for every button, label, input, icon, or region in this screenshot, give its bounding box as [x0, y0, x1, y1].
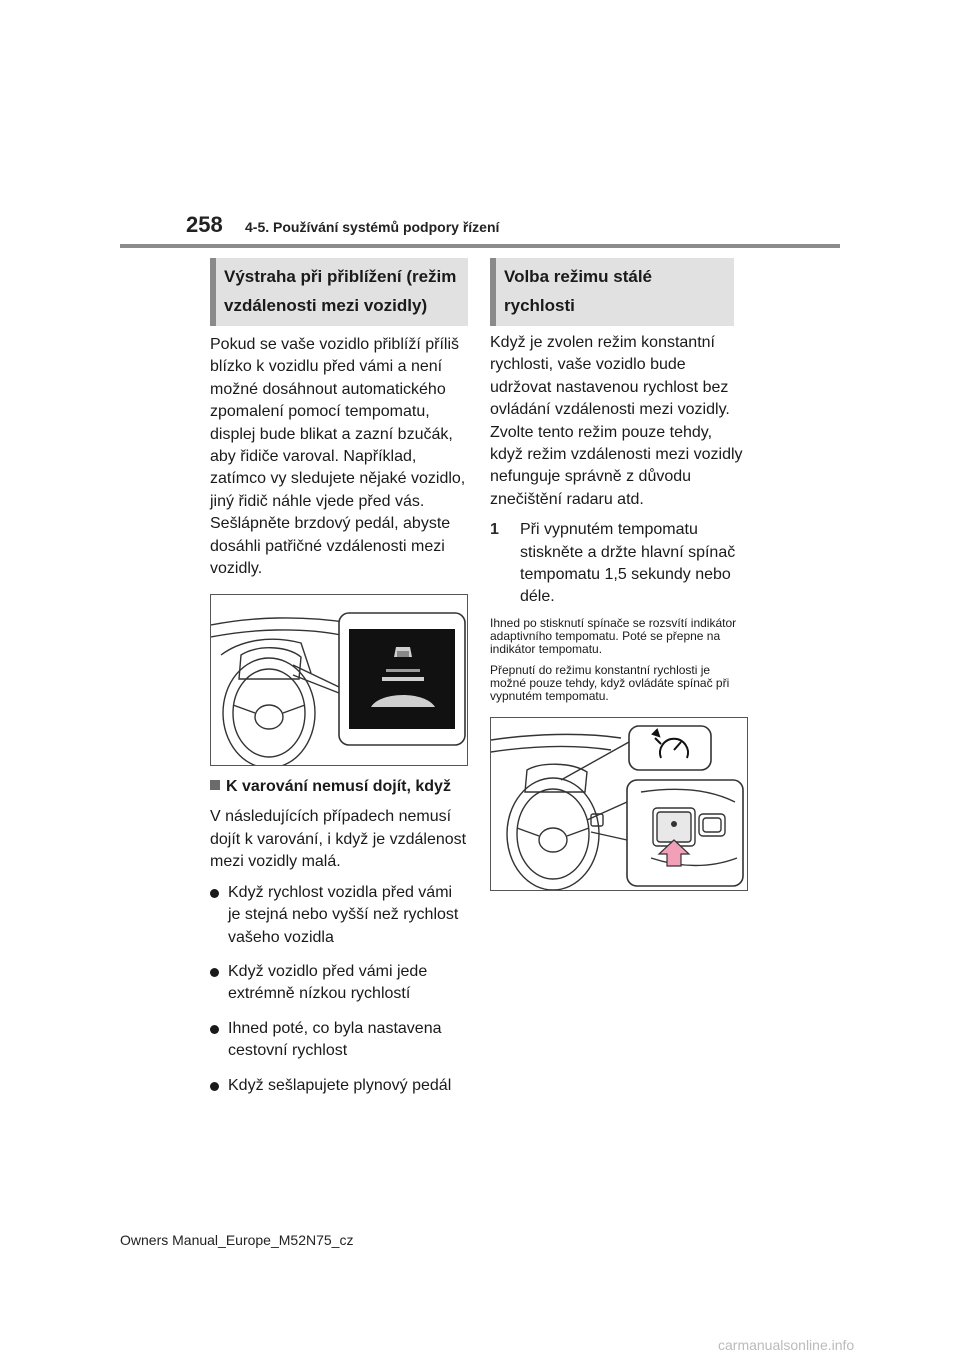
- square-bullet-icon: [210, 780, 220, 790]
- chapter-title: 4-5. Používání systémů podpory řízení: [245, 219, 500, 235]
- list-item: Když sešlapujete plynový pedál: [210, 1075, 468, 1097]
- note-indicator: Ihned po stisknutí spínače se rozsvítí indikátor adaptivního tempomatu. Poté se přepne na indikátor tempomatu.: [490, 615, 737, 656]
- header-rule: [120, 244, 840, 248]
- watermark: carmanualsonline.info: [718, 1337, 855, 1353]
- steering-wheel-icon: [211, 595, 467, 765]
- approach-warning-illustration: [210, 594, 468, 766]
- bullet-icon: [210, 968, 219, 977]
- no-warning-paragraph: V následujících případech nemusí dojít k varování, i když je vzdálenost mezi vozidly malá.: [210, 808, 467, 871]
- approach-warning-paragraph: Pokud se vaše vozidlo přiblíží příliš blízko k vozidlu před vámi a není možné dosáhnout automatického zpomalení pomocí tempomatu, displej bude blikat a zazní bzučák, aby řidiče varoval. Například, zatímco vy sledujete nějaké vozidlo, jiný řidič náhle vjede před vás. Sešlápněte brzdový pedál, abyste dosáhli patřičné vzdálenosti mezi vozidly.: [210, 336, 466, 578]
- no-warning-list: [210, 882, 468, 1097]
- step-number: 1: [490, 521, 499, 539]
- section-heading-constant-speed: Volba režimu stálé rychlosti: [490, 258, 734, 326]
- constant-speed-paragraph: Když je zvolen režim konstantní rychlosti, vaše vozidlo bude udržovat nastavenou rychlost bez ovládání vzdálenosti mezi vozidly. Zvolte tento režim pouze tehdy, když režim vzdálenosti mezi vozidly nefunguje správně z důvodu znečištění radaru atd.: [490, 334, 743, 508]
- subheading-no-warning: K varování nemusí dojít, když: [210, 776, 468, 798]
- step-text: Při vypnutém tempomatu stiskněte a držte hlavní spínač tempomatu 1,5 sekundy nebo déle.: [520, 521, 736, 606]
- footer-text: Owners Manual_Europe_M52N75_cz: [120, 1232, 354, 1248]
- step-1: [490, 519, 748, 609]
- note-switch: Přepnutí do režimu konstantní rychlosti je možné pouze tehdy, když ovládáte spínač při vypnutém tempomatu.: [490, 662, 730, 703]
- bullet-icon: [210, 889, 219, 898]
- cruise-switch-illustration: [490, 717, 748, 891]
- list-item: Ihned poté, co byla nastavena cestovní rychlost: [210, 1018, 468, 1063]
- bullet-icon: [210, 1025, 219, 1034]
- bullet-icon: [210, 1082, 219, 1091]
- list-item: Když rychlost vozidla před vámi je stejná nebo vyšší než rychlost vašeho vozidla: [210, 882, 468, 949]
- right-column: [490, 258, 748, 891]
- section-heading-approach-warning: Výstraha při přiblížení (režim vzdálenosti mezi vozidly): [210, 258, 468, 326]
- list-item: Když vozidlo před vámi jede extrémně nízkou rychlostí: [210, 961, 468, 1006]
- left-column: [210, 258, 468, 1109]
- page-number: 258: [186, 212, 223, 237]
- steering-wheel-icon: [491, 718, 747, 890]
